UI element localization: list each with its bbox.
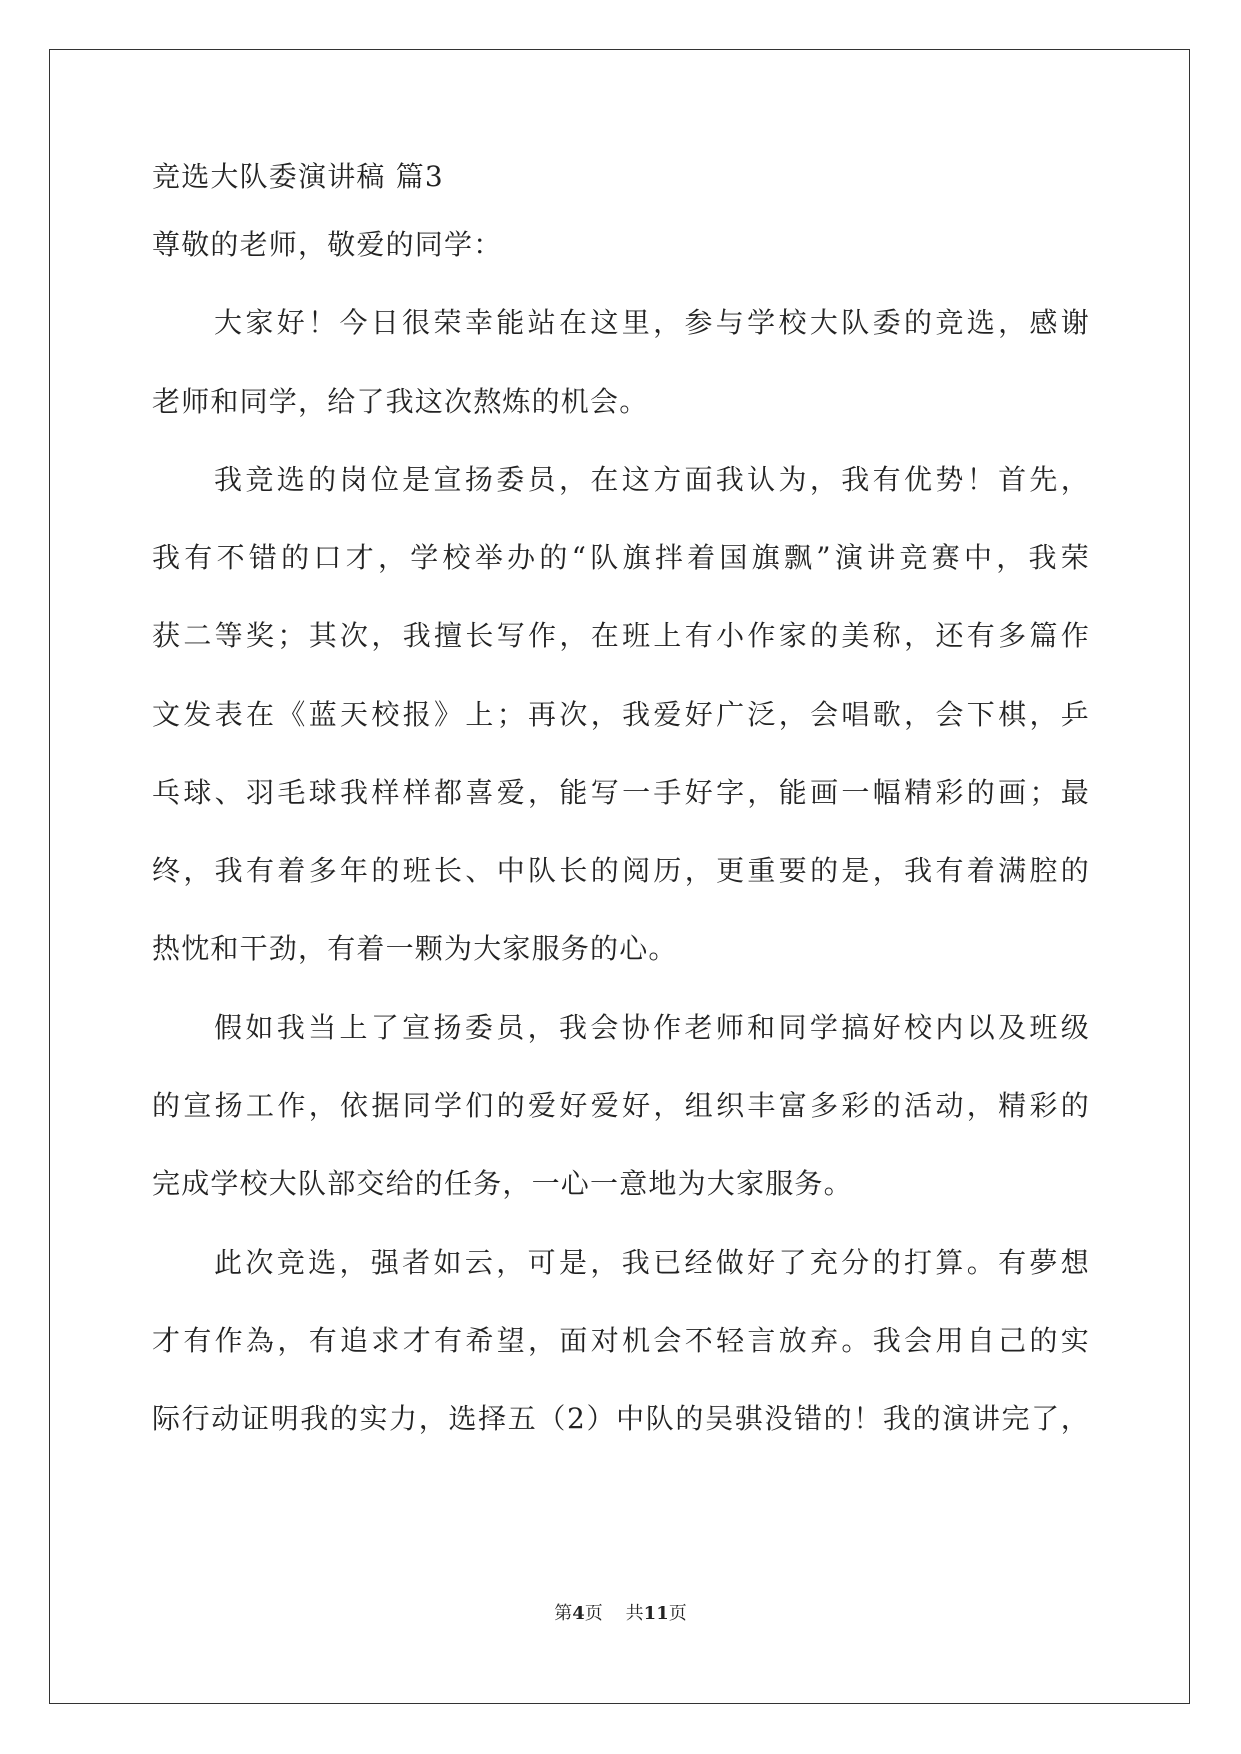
page-footer: [0, 1602, 1241, 1626]
page-label-prefix: 第: [554, 1603, 573, 1624]
paragraph-line: 终，我有着多年的班长、中队长的阅历，更重要的是，我有着满腔的: [152, 854, 1090, 887]
page-label-suffix: 页: [584, 1603, 603, 1624]
document-title: 竞选大队委演讲稿 篇3: [152, 160, 444, 193]
paragraph-line: 才有作為，有追求才有希望，面对机会不轻言放弃。我会用自己的实: [152, 1324, 1090, 1357]
paragraph-line: 我竞选的岗位是宣扬委员，在这方面我认为，我有优势！首先，: [214, 463, 1090, 496]
total-pages: 11: [643, 1603, 669, 1624]
paragraph-line: 我有不错的口才，学校举办的“队旗拌着国旗飘”演讲竞赛中，我荣: [152, 541, 1090, 574]
salutation: 尊敬的老师，敬爱的同学：: [152, 228, 503, 261]
page-number: 4: [572, 1603, 585, 1624]
total-label-suffix: 页: [668, 1603, 687, 1624]
paragraph-line: 乓球、羽毛球我样样都喜爱，能写一手好字，能画一幅精彩的画；最: [152, 776, 1090, 809]
paragraph-line: 此次竞选，强者如云，可是，我已经做好了充分的打算。有夢想: [214, 1246, 1090, 1279]
paragraph-line: 大家好！今日很荣幸能站在这里，参与学校大队委的竞选，感谢: [214, 306, 1090, 339]
paragraph-line: 热忱和干劲，有着一颗为大家服务的心。: [152, 932, 678, 965]
paragraph-line: 文发表在《蓝天校报》上；再次，我爱好广泛，会唱歌，会下棋，乒: [152, 698, 1090, 731]
paragraph-line: 假如我当上了宣扬委员，我会协作老师和同学搞好校内以及班级: [214, 1011, 1090, 1044]
paragraph-line: 获二等奖；其次，我擅长写作，在班上有小作家的美称，还有多篇作: [152, 619, 1090, 652]
paragraph-line: 的宣扬工作，依据同学们的爱好爱好，组织丰富多彩的活动，精彩的: [152, 1089, 1090, 1122]
total-label-prefix: 共: [625, 1603, 644, 1624]
paragraph-line: 际行动证明我的实力，选择五（2）中队的吴骐没错的！我的演讲完了，: [152, 1402, 1090, 1435]
paragraph-line: 完成学校大队部交给的任务，一心一意地为大家服务。: [152, 1167, 853, 1200]
paragraph-line: 老师和同学，给了我这次熬炼的机会。: [152, 385, 649, 418]
